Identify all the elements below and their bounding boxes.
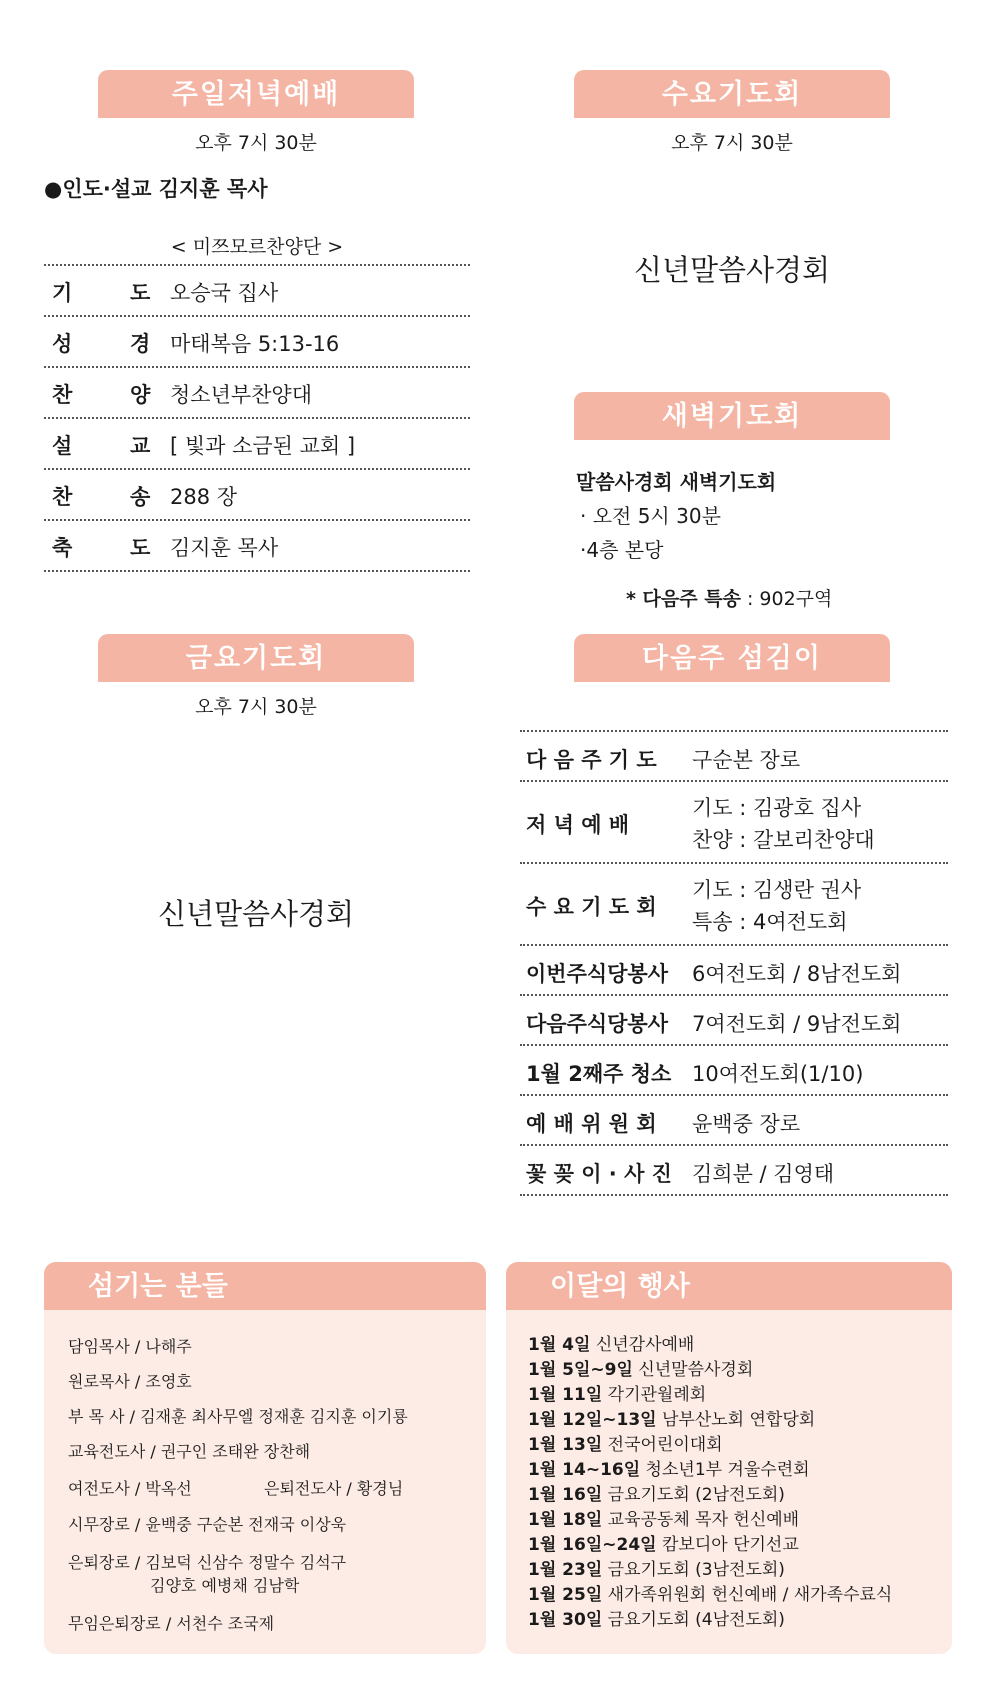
- next-week-row: [520, 782, 948, 864]
- order-label-1: 기: [52, 281, 73, 305]
- event-date: 1월 16일: [528, 1485, 603, 1505]
- event-date: 1월 18일: [528, 1510, 603, 1530]
- sunday-evening-header: 주일저녁예배: [98, 70, 414, 118]
- events-box: [506, 1262, 952, 1654]
- order-value: 김지훈 목사: [170, 536, 279, 560]
- dawn-special-song: [626, 584, 832, 611]
- event-title: 각기관월례회: [602, 1385, 707, 1405]
- friday-header: 금요기도회: [98, 634, 414, 682]
- next-week-key: 수 요 기 도 회: [526, 895, 657, 919]
- order-label-2: 양: [130, 383, 151, 407]
- next-week-value-2: 특송 : 4여전도회: [692, 910, 848, 934]
- order-label-1: 축: [52, 536, 73, 560]
- servant-line: 원로목사 / 조영호: [68, 1372, 192, 1391]
- next-week-row: [520, 1146, 948, 1196]
- special-song-value: : 902구역: [740, 588, 833, 610]
- order-value: 청소년부찬양대: [170, 383, 313, 407]
- event-title: 청소년1부 겨울수련회: [640, 1460, 810, 1480]
- order-value: 288 장: [170, 485, 238, 509]
- event-date: 1월 16일~24일: [528, 1535, 657, 1555]
- next-week-row: [520, 732, 948, 782]
- servant-line: 은퇴전도사 / 황경님: [264, 1479, 404, 1498]
- event-item: [528, 1380, 706, 1405]
- wednesday-content: 신년말씀사경회: [633, 253, 831, 287]
- event-item: [528, 1405, 815, 1430]
- event-item: [528, 1580, 892, 1605]
- order-row-choir: [44, 368, 470, 419]
- order-label-1: 성: [52, 332, 73, 356]
- servants-header: 섬기는 분들: [44, 1262, 486, 1310]
- servant-line: 여전도사 / 박옥선: [68, 1479, 192, 1498]
- next-week-key: 예 배 위 원 회: [526, 1112, 657, 1136]
- order-row-sermon: [44, 419, 470, 470]
- servant-line: 무임은퇴장로 / 서천수 조국제: [68, 1614, 275, 1633]
- servant-line: 부 목 사 / 김재훈 최사무엘 정재훈 김지훈 이기룡: [68, 1407, 408, 1426]
- order-label-2: 도: [130, 536, 151, 560]
- next-week-key: 다음주식당봉사: [526, 1012, 669, 1036]
- next-week-value: 7여전도회 / 9남전도회: [692, 1012, 902, 1036]
- event-title: 금요기도회 (2남전도회): [602, 1485, 785, 1505]
- next-week-row: [520, 946, 948, 996]
- event-title: 교육공동체 목자 헌신예배: [602, 1510, 800, 1530]
- next-week-key: 다 음 주 기 도: [526, 748, 657, 772]
- next-week-value: 기도 : 김광호 집사: [692, 796, 862, 820]
- event-item: [528, 1355, 753, 1380]
- next-week-value: 기도 : 김생란 권사: [692, 878, 862, 902]
- sunday-evening-choir: < 미쯔모르찬양단 >: [170, 236, 344, 258]
- dawn-header: 새벽기도회: [574, 392, 890, 440]
- next-week-value: 10여전도회(1/10): [692, 1062, 864, 1086]
- order-value: [ 빛과 소금된 교회 ]: [170, 434, 356, 458]
- next-week-row: [520, 996, 948, 1046]
- order-label-1: 찬: [52, 383, 73, 407]
- next-week-row: [520, 1096, 948, 1146]
- order-row-scripture: [44, 317, 470, 368]
- servant-line: 담임목사 / 나해주: [68, 1337, 192, 1356]
- friday-content: 신년말씀사경회: [157, 897, 355, 931]
- order-label-2: 도: [130, 281, 151, 305]
- next-week-value: 윤백중 장로: [692, 1112, 801, 1136]
- order-value: 마태복음 5:13-16: [170, 332, 340, 356]
- event-date: 1월 11일: [528, 1385, 603, 1405]
- friday-time: 오후 7시 30분: [195, 696, 317, 718]
- special-song-label: * 다음주 특송: [626, 588, 741, 610]
- order-label-2: 교: [130, 434, 151, 458]
- dawn-time: · 오전 5시 30분: [580, 504, 721, 528]
- event-title: 금요기도회 (4남전도회): [602, 1610, 785, 1630]
- event-title: 남부산노회 연합당회: [656, 1410, 816, 1430]
- event-item: [528, 1480, 785, 1505]
- order-row-benediction: [44, 521, 470, 572]
- order-row-hymn: [44, 470, 470, 521]
- event-item: [528, 1505, 799, 1530]
- events-header: 이달의 행사: [506, 1262, 952, 1310]
- next-week-row: [520, 864, 948, 946]
- event-date: 1월 4일: [528, 1335, 591, 1355]
- event-title: 금요기도회 (3남전도회): [602, 1560, 785, 1580]
- next-week-row: [520, 1046, 948, 1096]
- event-item: [528, 1555, 785, 1580]
- next-week-key: 저 녁 예 배: [526, 813, 630, 837]
- sunday-evening-time: 오후 7시 30분: [195, 132, 317, 154]
- servant-line: 김양호 예병채 김남학: [150, 1576, 300, 1595]
- next-week-key: 1월 2째주 청소: [526, 1062, 672, 1086]
- order-label-2: 송: [130, 485, 151, 509]
- wednesday-header: 수요기도회: [574, 70, 890, 118]
- event-item: [528, 1430, 723, 1455]
- event-item: [528, 1455, 810, 1480]
- dawn-subtitle: 말씀사경회 새벽기도회: [576, 470, 777, 494]
- servant-line: 은퇴장로 / 김보덕 신삼수 정말수 김석구: [68, 1553, 347, 1572]
- next-week-value: 6여전도회 / 8남전도회: [692, 962, 902, 986]
- order-label-1: 설: [52, 434, 73, 458]
- event-date: 1월 25일: [528, 1585, 603, 1605]
- next-week-key: 이번주식당봉사: [526, 962, 669, 986]
- next-week-value: 김희분 / 김영태: [692, 1162, 835, 1186]
- event-item: [528, 1330, 694, 1355]
- dawn-location: ·4층 본당: [580, 538, 664, 562]
- event-date: 1월 30일: [528, 1610, 603, 1630]
- event-title: 캄보디아 단기선교: [656, 1535, 799, 1555]
- sunday-evening-leader: ●인도·설교 김지훈 목사: [44, 177, 268, 201]
- order-row-prayer: [44, 266, 470, 317]
- next-week-value-2: 찬양 : 갈보리찬양대: [692, 828, 875, 852]
- next-week-value: 구순본 장로: [692, 748, 801, 772]
- event-date: 1월 23일: [528, 1560, 603, 1580]
- event-date: 1월 5일~9일: [528, 1360, 633, 1380]
- event-date: 1월 14~16일: [528, 1460, 641, 1480]
- order-label-2: 경: [130, 332, 151, 356]
- next-week-header: 다음주 섬김이: [574, 634, 890, 682]
- wednesday-time: 오후 7시 30분: [671, 132, 793, 154]
- servants-box: [44, 1262, 486, 1654]
- servant-line: 시무장로 / 윤백중 구순본 전재국 이상욱: [68, 1515, 347, 1534]
- event-item: [528, 1530, 799, 1555]
- event-item: [528, 1605, 785, 1630]
- order-label-1: 찬: [52, 485, 73, 509]
- event-date: 1월 12일~13일: [528, 1410, 657, 1430]
- next-week-key: 꽃 꽂 이 · 사 진: [526, 1162, 672, 1186]
- event-title: 신년감사예배: [590, 1335, 695, 1355]
- event-title: 신년말씀사경회: [632, 1360, 754, 1380]
- event-title: 전국어린이대회: [602, 1435, 723, 1455]
- event-date: 1월 13일: [528, 1435, 603, 1455]
- servant-line: 교육전도사 / 권구인 조태완 장찬해: [68, 1442, 311, 1461]
- event-title: 새가족위원회 헌신예배 / 새가족수료식: [602, 1585, 893, 1605]
- order-value: 오승국 집사: [170, 281, 279, 305]
